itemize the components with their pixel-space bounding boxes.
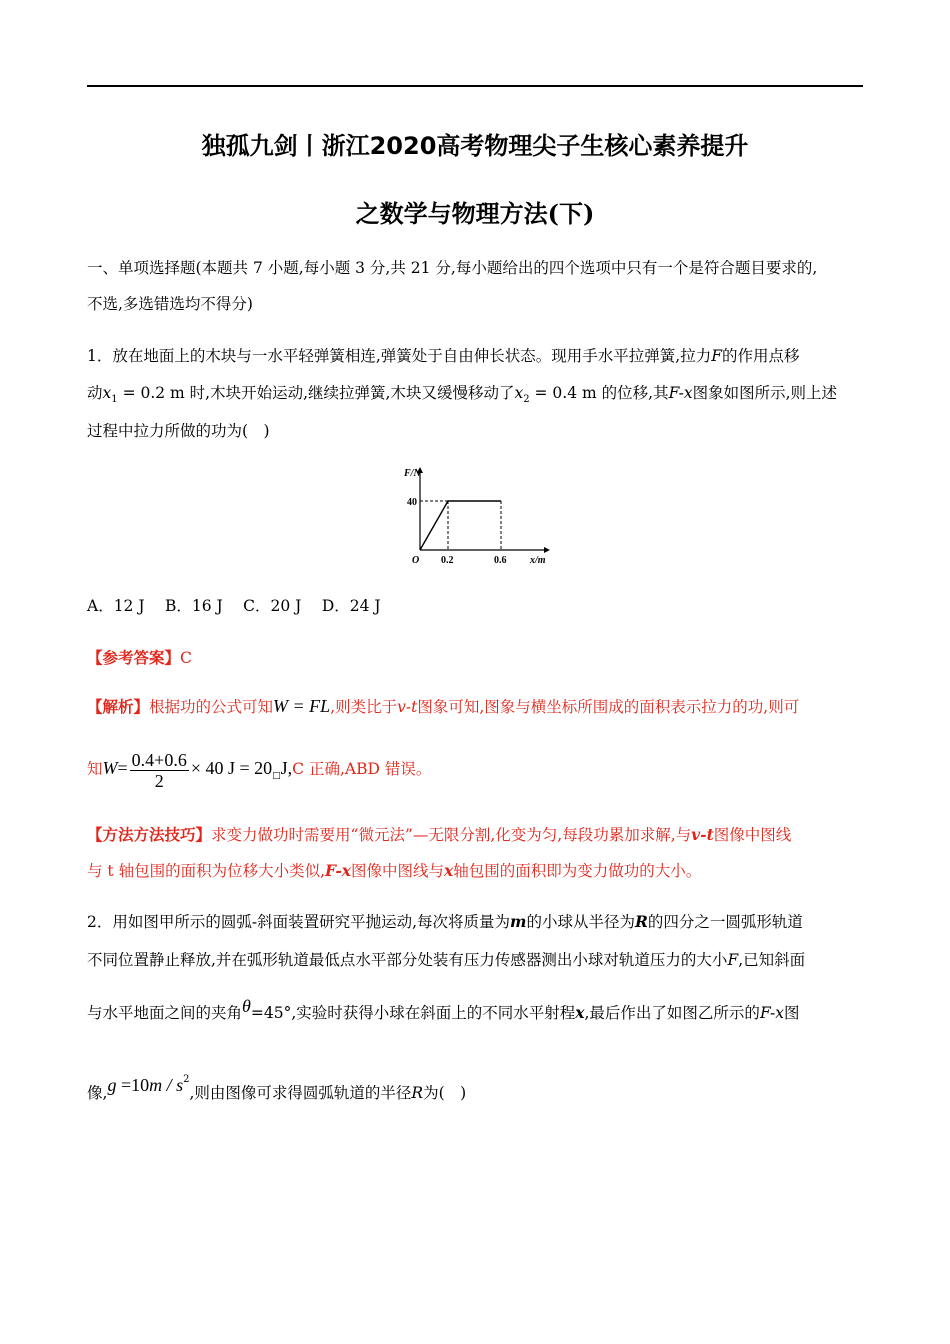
graph-y-tick-40: 40 [407,497,417,508]
q1-options: A．12 J B．16 J C．20 J D．24 J [87,597,381,615]
q1-method-line1: 【方法方法技巧】求变力做功时需要用“微元法”—无限分割,化变为匀,每段功累加求解,与v-t图像中图线 [87,825,792,844]
page-title-line2: 之数学与物理方法(下) [355,199,595,228]
section-heading-line2: 不选,多选错选均不得分) [87,295,253,313]
graph-x-label: x/m [530,555,546,566]
graph-x-tick-0.2: 0.2 [441,555,454,566]
q2-stem-line2: 不同位置静止释放,并在弧形轨道最低点水平部分处装有压力传感器测出小球对轨道压力的大小F,已知斜面 [87,951,806,969]
q1-method-line2: 与 t 轴包围的面积为位移大小类似,F-x图像中图线与x轴包围的面积即为变力做功的大小。 [87,861,702,880]
q1-fx-graph [396,465,556,570]
graph-force-line [420,501,501,550]
graph-x-tick-0.6: 0.6 [494,555,507,566]
q1-analysis-calc: 知W= $\frac{0.4+0.6}{2}$ × 40 $J = 20_□J,C$ 正确,ABD 错误。 [87,749,432,791]
graph-origin-label: O [412,555,420,566]
q2-stem-line3: 与水平地面之间的夹角θ=45°,实验时获得小球在斜面上的不同水平射程x,最后作出了如图乙所示的F-x图 [87,996,800,1022]
graph-x-arrow [544,547,550,553]
q1-answer: 【参考答案】C [87,648,192,667]
graph-y-label: F/N [404,468,421,479]
q1-stem-line3: 过程中拉力所做的功为( ) [87,422,270,440]
page-title-line1: 独孤九剑丨浙江2020高考物理尖子生核心素养提升 [201,132,749,160]
q2-stem-line1: 2．用如图甲所示的圆弧-斜面装置研究平抛运动,每次将质量为m的小球从半径为R的四分之一圆弧形轨道 [87,912,803,931]
header-rule [87,85,863,87]
q2-stem-line4: 像$,g =10m / s^2$,则由图像可求得圆弧轨道的半径R为( ) [87,1074,467,1103]
q1-analysis-line1: 【解析】根据功的公式可知W = FL,则类比于v-t图象可知,图象与横坐标所围成的面积表示拉力的功,则可 [87,696,800,716]
q1-stem-line1: 1．放在地面上的木块与一水平轻弹簧相连,弹簧处于自由伸长状态。现用手水平拉弹簧,拉力F的作用点移 [87,347,800,365]
section-heading-line1: 一、单项选择题(本题共 7 小题,每小题 3 分,共 21 分,每小题给出的四个选项中只有一个是符合题目要求的, [87,259,818,277]
q1-stem-line2: 动$x_1 = 0.2$ m 时,木块开始运动,继续拉弹簧,木块又缓慢移动了$x_2 = 0.4$ m 的位移,其F-x图象如图所示,则上述 [87,384,838,406]
